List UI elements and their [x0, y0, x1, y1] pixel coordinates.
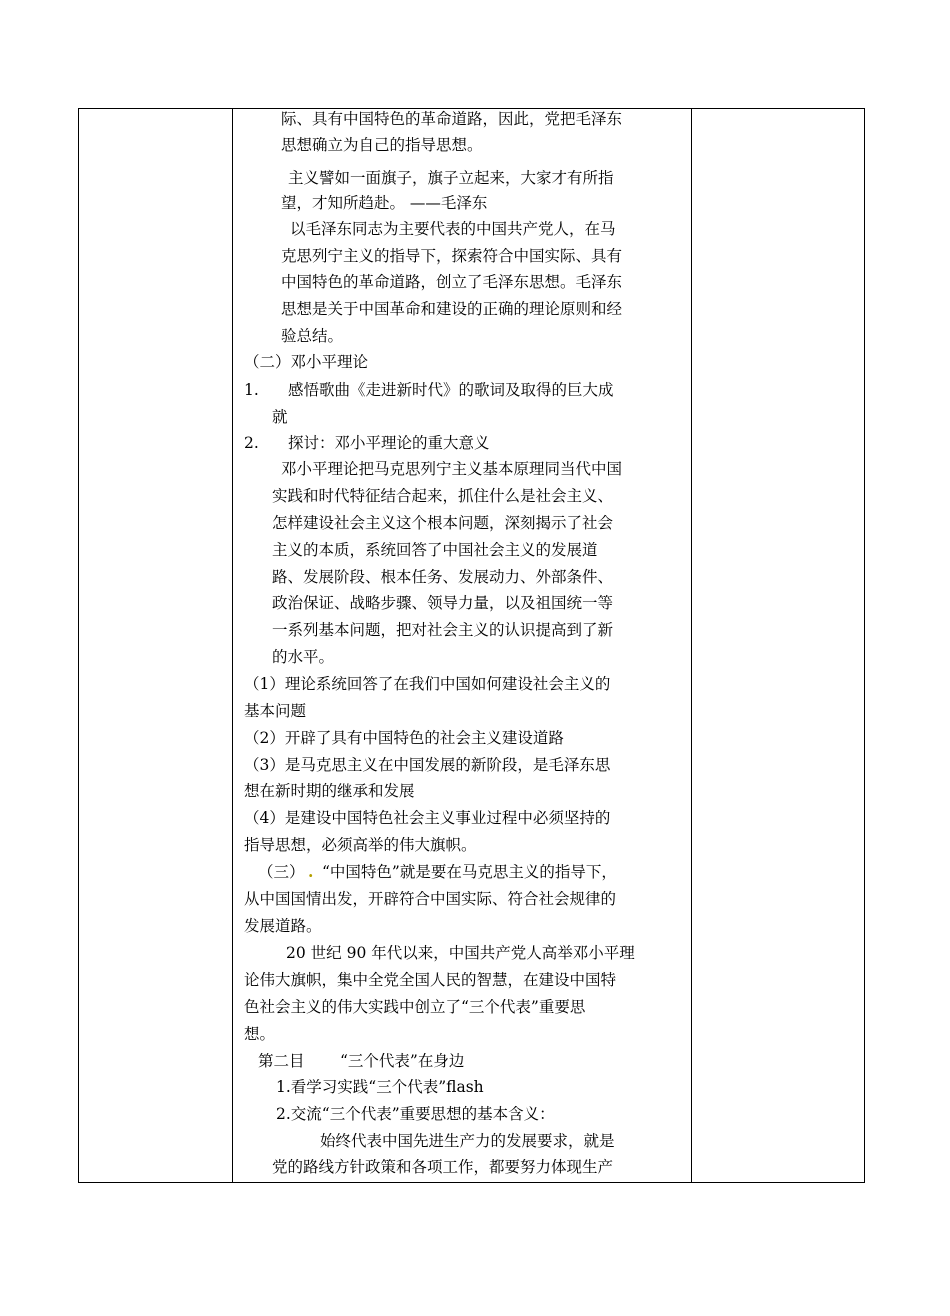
- text-line: 就: [272, 408, 288, 426]
- text-line: （3）是马克思主义在中国发展的新阶段，是毛泽东思: [244, 756, 611, 774]
- text-line: 实践和时代特征结合起来，抓住什么是社会主义、: [272, 487, 614, 505]
- list-item: 2.交流“三个代表”重要思想的基本含义：: [276, 1105, 555, 1123]
- text-line: 以毛泽东同志为主要代表的中国共产党人，在马: [290, 220, 616, 238]
- text-line: 克思列宁主义的指导下，探索符合中国实际、具有: [281, 247, 623, 265]
- text-line: 想。: [244, 1025, 276, 1043]
- text-line: 主义的本质，系统回答了中国社会主义的发展道: [272, 541, 598, 559]
- text-line: （4）是建设中国特色社会主义事业过程中必须坚持的: [244, 809, 611, 827]
- text-line: 色社会主义的伟大实践中创立了“三个代表”重要思: [244, 998, 586, 1016]
- text-line: 始终代表中国先进生产力的发展要求，就是: [320, 1132, 615, 1150]
- text-line: 路、发展阶段、根本任务、发展动力、外部条件、: [272, 568, 614, 586]
- text-line: 指导思想，必须高举的伟大旗帜。: [244, 836, 477, 854]
- text-line: 际、具有中国特色的革命道路，因此，党把毛泽东: [281, 110, 623, 128]
- text-line: 从中国国情出发，开辟符合中国实际、符合社会规律的: [244, 890, 617, 908]
- text-line: 怎样建设社会主义这个根本问题，深刻揭示了社会: [272, 514, 614, 532]
- section-heading: 第二目: [258, 1052, 305, 1070]
- text-line: 政治保证、战略步骤、领导力量，以及祖国统一等: [272, 594, 614, 612]
- section-heading: （三）: [258, 863, 305, 881]
- list-item: 探讨：邓小平理论的重大意义: [288, 434, 490, 452]
- text-line: 想在新时期的继承和发展: [244, 782, 415, 800]
- text-line: 论伟大旗帜，集中全党全国人民的智慧，在建设中国特: [244, 971, 617, 989]
- text-line: “中国特色”就是要在马克思主义的指导下，: [322, 863, 617, 881]
- list-number: 1.: [244, 381, 259, 399]
- text-line: 思想是关于中国革命和建设的正确的理论原则和经: [281, 300, 623, 318]
- text-line: 发展道路。: [244, 917, 322, 935]
- text-line: 基本问题: [244, 702, 307, 720]
- section-heading: （二）邓小平理论: [244, 353, 369, 371]
- text-line: 望，才知所趋赴。 ——毛泽东: [281, 194, 488, 212]
- text-line: 主义譬如一面旗子，旗子立起来，大家才有所指: [288, 169, 614, 187]
- text-line: 党的路线方针政策和各项工作，都要努力体现生产: [272, 1158, 614, 1176]
- list-item: 感悟歌曲《走进新时代》的歌词及取得的巨大成: [288, 381, 614, 399]
- text-line: 的水平。: [272, 648, 335, 666]
- text-line: 验总结。: [281, 327, 344, 345]
- list-item: 1.看学习实践“三个代表”flash: [276, 1078, 484, 1096]
- highlight-dot: .: [308, 862, 314, 881]
- text-line: 一系列基本问题，把对社会主义的认识提高到了新: [272, 621, 614, 639]
- section-heading: “三个代表”在身边: [340, 1052, 465, 1070]
- text-line: （1）理论系统回答了在我们中国如何建设社会主义的: [244, 675, 611, 693]
- text-line: 中国特色的革命道路，创立了毛泽东思想。毛泽东: [281, 273, 623, 291]
- text-line: 20 世纪 90 年代以来，中国共产党人高举邓小平理: [286, 944, 635, 962]
- text-line: 邓小平理论把马克思列宁主义基本原理同当代中国: [281, 460, 623, 478]
- list-number: 2.: [244, 434, 259, 452]
- text-line: 思想确立为自己的指导思想。: [281, 136, 483, 154]
- text-line: （2）开辟了具有中国特色的社会主义建设道路: [244, 729, 564, 747]
